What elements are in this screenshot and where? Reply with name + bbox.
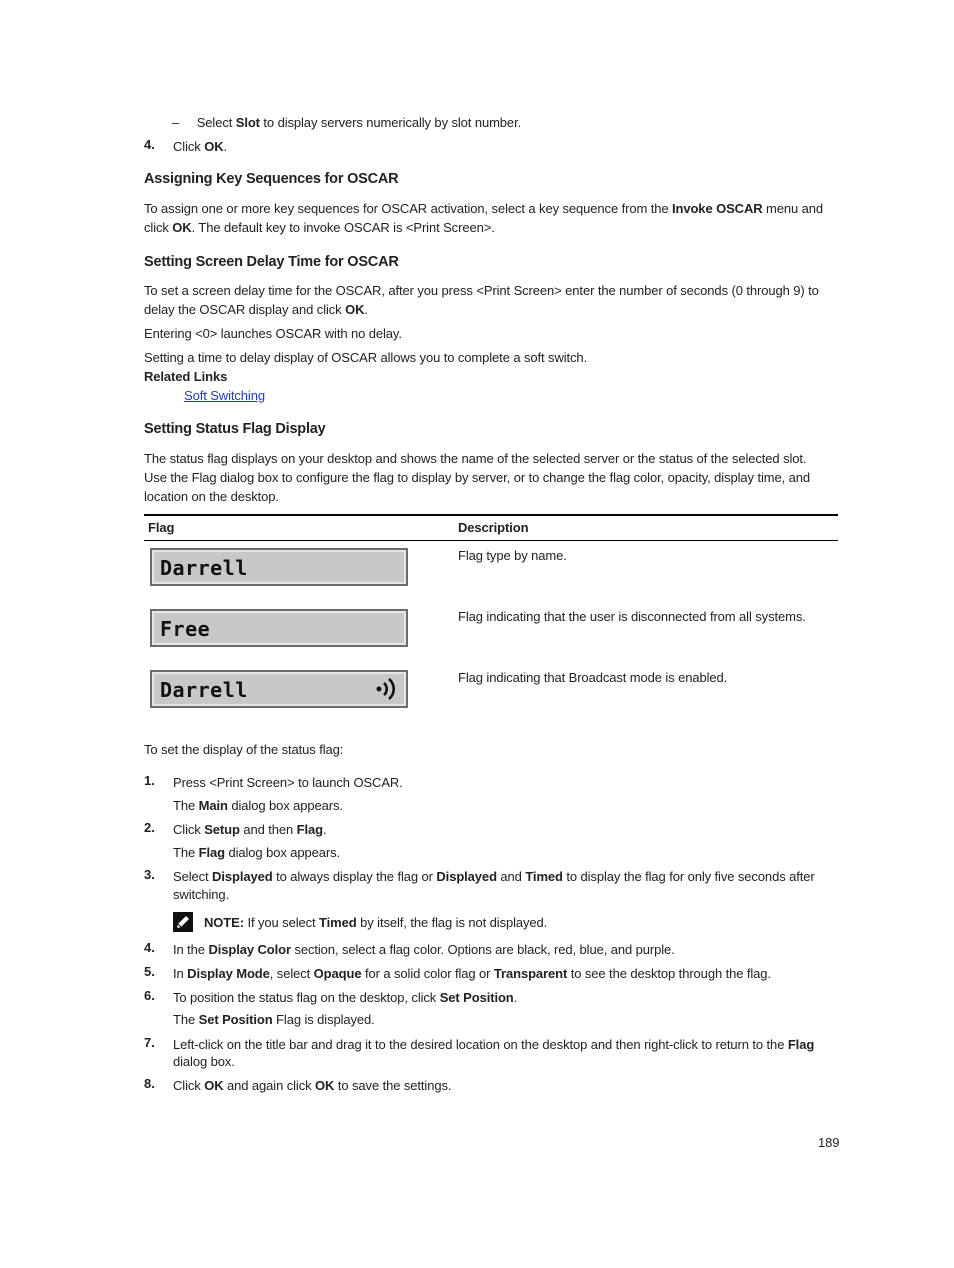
table-row-2-description: Flag indicating that the user is disconnected from all systems. xyxy=(458,609,806,624)
delay-line-3: Entering <0> launches OSCAR with no delay. xyxy=(144,326,402,341)
heading-screen-delay: Setting Screen Delay Time for OSCAR xyxy=(144,254,399,270)
flag-line-3: location on the desktop. xyxy=(144,489,279,504)
step-3-text: Select Displayed to always display the flag or Displayed and Timed to display the flag for only five seconds after xyxy=(173,869,815,884)
table-top-rule xyxy=(144,514,838,516)
flag-image-name xyxy=(150,548,408,586)
table-header-rule xyxy=(144,540,838,541)
heading-status-flag: Setting Status Flag Display xyxy=(144,421,326,437)
step-7-number: 7. xyxy=(144,1035,155,1050)
step-6-text: To position the status flag on the desktop, click Set Position. xyxy=(173,990,518,1005)
step-8-number: 8. xyxy=(144,1076,155,1091)
slot-bullet: – Select Slot to display servers numerically by slot number. xyxy=(172,115,522,130)
note-text: NOTE: If you select Timed by itself, the flag is not displayed. xyxy=(204,915,548,930)
flag-text: Darrell xyxy=(160,678,248,702)
step-4b-number: 4. xyxy=(144,940,155,955)
step-4-number: 4. xyxy=(144,137,155,152)
table-header-flag: Flag xyxy=(148,520,175,535)
table-row-3-description: Flag indicating that Broadcast mode is enabled. xyxy=(458,670,728,685)
step-5-text: In Display Mode, select Opaque for a solid color flag or Transparent to see the desktop through the flag. xyxy=(173,966,771,981)
delay-line-4: Setting a time to delay display of OSCAR allows you to complete a soft switch. xyxy=(144,350,588,365)
flag-image-free xyxy=(150,609,408,647)
step-3-number: 3. xyxy=(144,867,155,882)
step-1-text: Press <Print Screen> to launch OSCAR. xyxy=(173,775,403,790)
dash: – xyxy=(172,115,180,130)
broadcast-icon xyxy=(374,676,400,702)
step-1-number: 1. xyxy=(144,773,155,788)
delay-line-1: To set a screen delay time for the OSCAR, after you press <Print Screen> enter the number of seconds (0 through 9) to xyxy=(144,283,819,298)
flag-text: Free xyxy=(160,617,211,641)
step-3-line-2: switching. xyxy=(173,887,230,902)
step-2-number: 2. xyxy=(144,820,155,835)
step-7-text: Left-click on the title bar and drag it to the desired location on the desktop and then right-click to return to the Flag xyxy=(173,1037,815,1052)
heading-key-sequences: Assigning Key Sequences for OSCAR xyxy=(144,171,399,187)
page-number: 189 xyxy=(818,1135,840,1150)
flag-image-broadcast xyxy=(150,670,408,708)
step-7-line-2: dialog box. xyxy=(173,1054,235,1069)
step-2-text: Click Setup and then Flag. xyxy=(173,822,327,837)
delay-line-2: delay the OSCAR display and click OK. xyxy=(144,302,368,317)
table-row-1-description: Flag type by name. xyxy=(458,548,567,563)
step-5-number: 5. xyxy=(144,964,155,979)
flag-text: Darrell xyxy=(160,556,248,580)
key-seq-line-1: To assign one or more key sequences for OSCAR activation, select a key sequence from the Invoke OSCAR menu and xyxy=(144,201,824,216)
step-6-number: 6. xyxy=(144,988,155,1003)
note-pencil-icon xyxy=(173,912,193,932)
step-4b-text: In the Display Color section, select a flag color. Options are black, red, blue, and purple. xyxy=(173,942,675,957)
step-1-result: The Main dialog box appears. xyxy=(173,798,343,813)
related-links-label: Related Links xyxy=(144,369,228,384)
soft-switching-link[interactable]: Soft Switching xyxy=(184,388,265,403)
step-6-result: The Set Position Flag is displayed. xyxy=(173,1012,375,1027)
flag-line-1: The status flag displays on your desktop and shows the name of the selected server or the status of the selected slot. xyxy=(144,451,807,466)
table-header-description: Description xyxy=(458,520,529,535)
step-8-text: Click OK and again click OK to save the settings. xyxy=(173,1078,452,1093)
step-4-text: Click OK. xyxy=(173,139,228,154)
flag-line-2: Use the Flag dialog box to configure the flag to display by server, or to change the flag color, opacity, display time, and xyxy=(144,470,811,485)
step-2-result: The Flag dialog box appears. xyxy=(173,845,341,860)
key-seq-line-2: click OK. The default key to invoke OSCAR is <Print Screen>. xyxy=(144,220,495,235)
steps-intro: To set the display of the status flag: xyxy=(144,742,344,757)
